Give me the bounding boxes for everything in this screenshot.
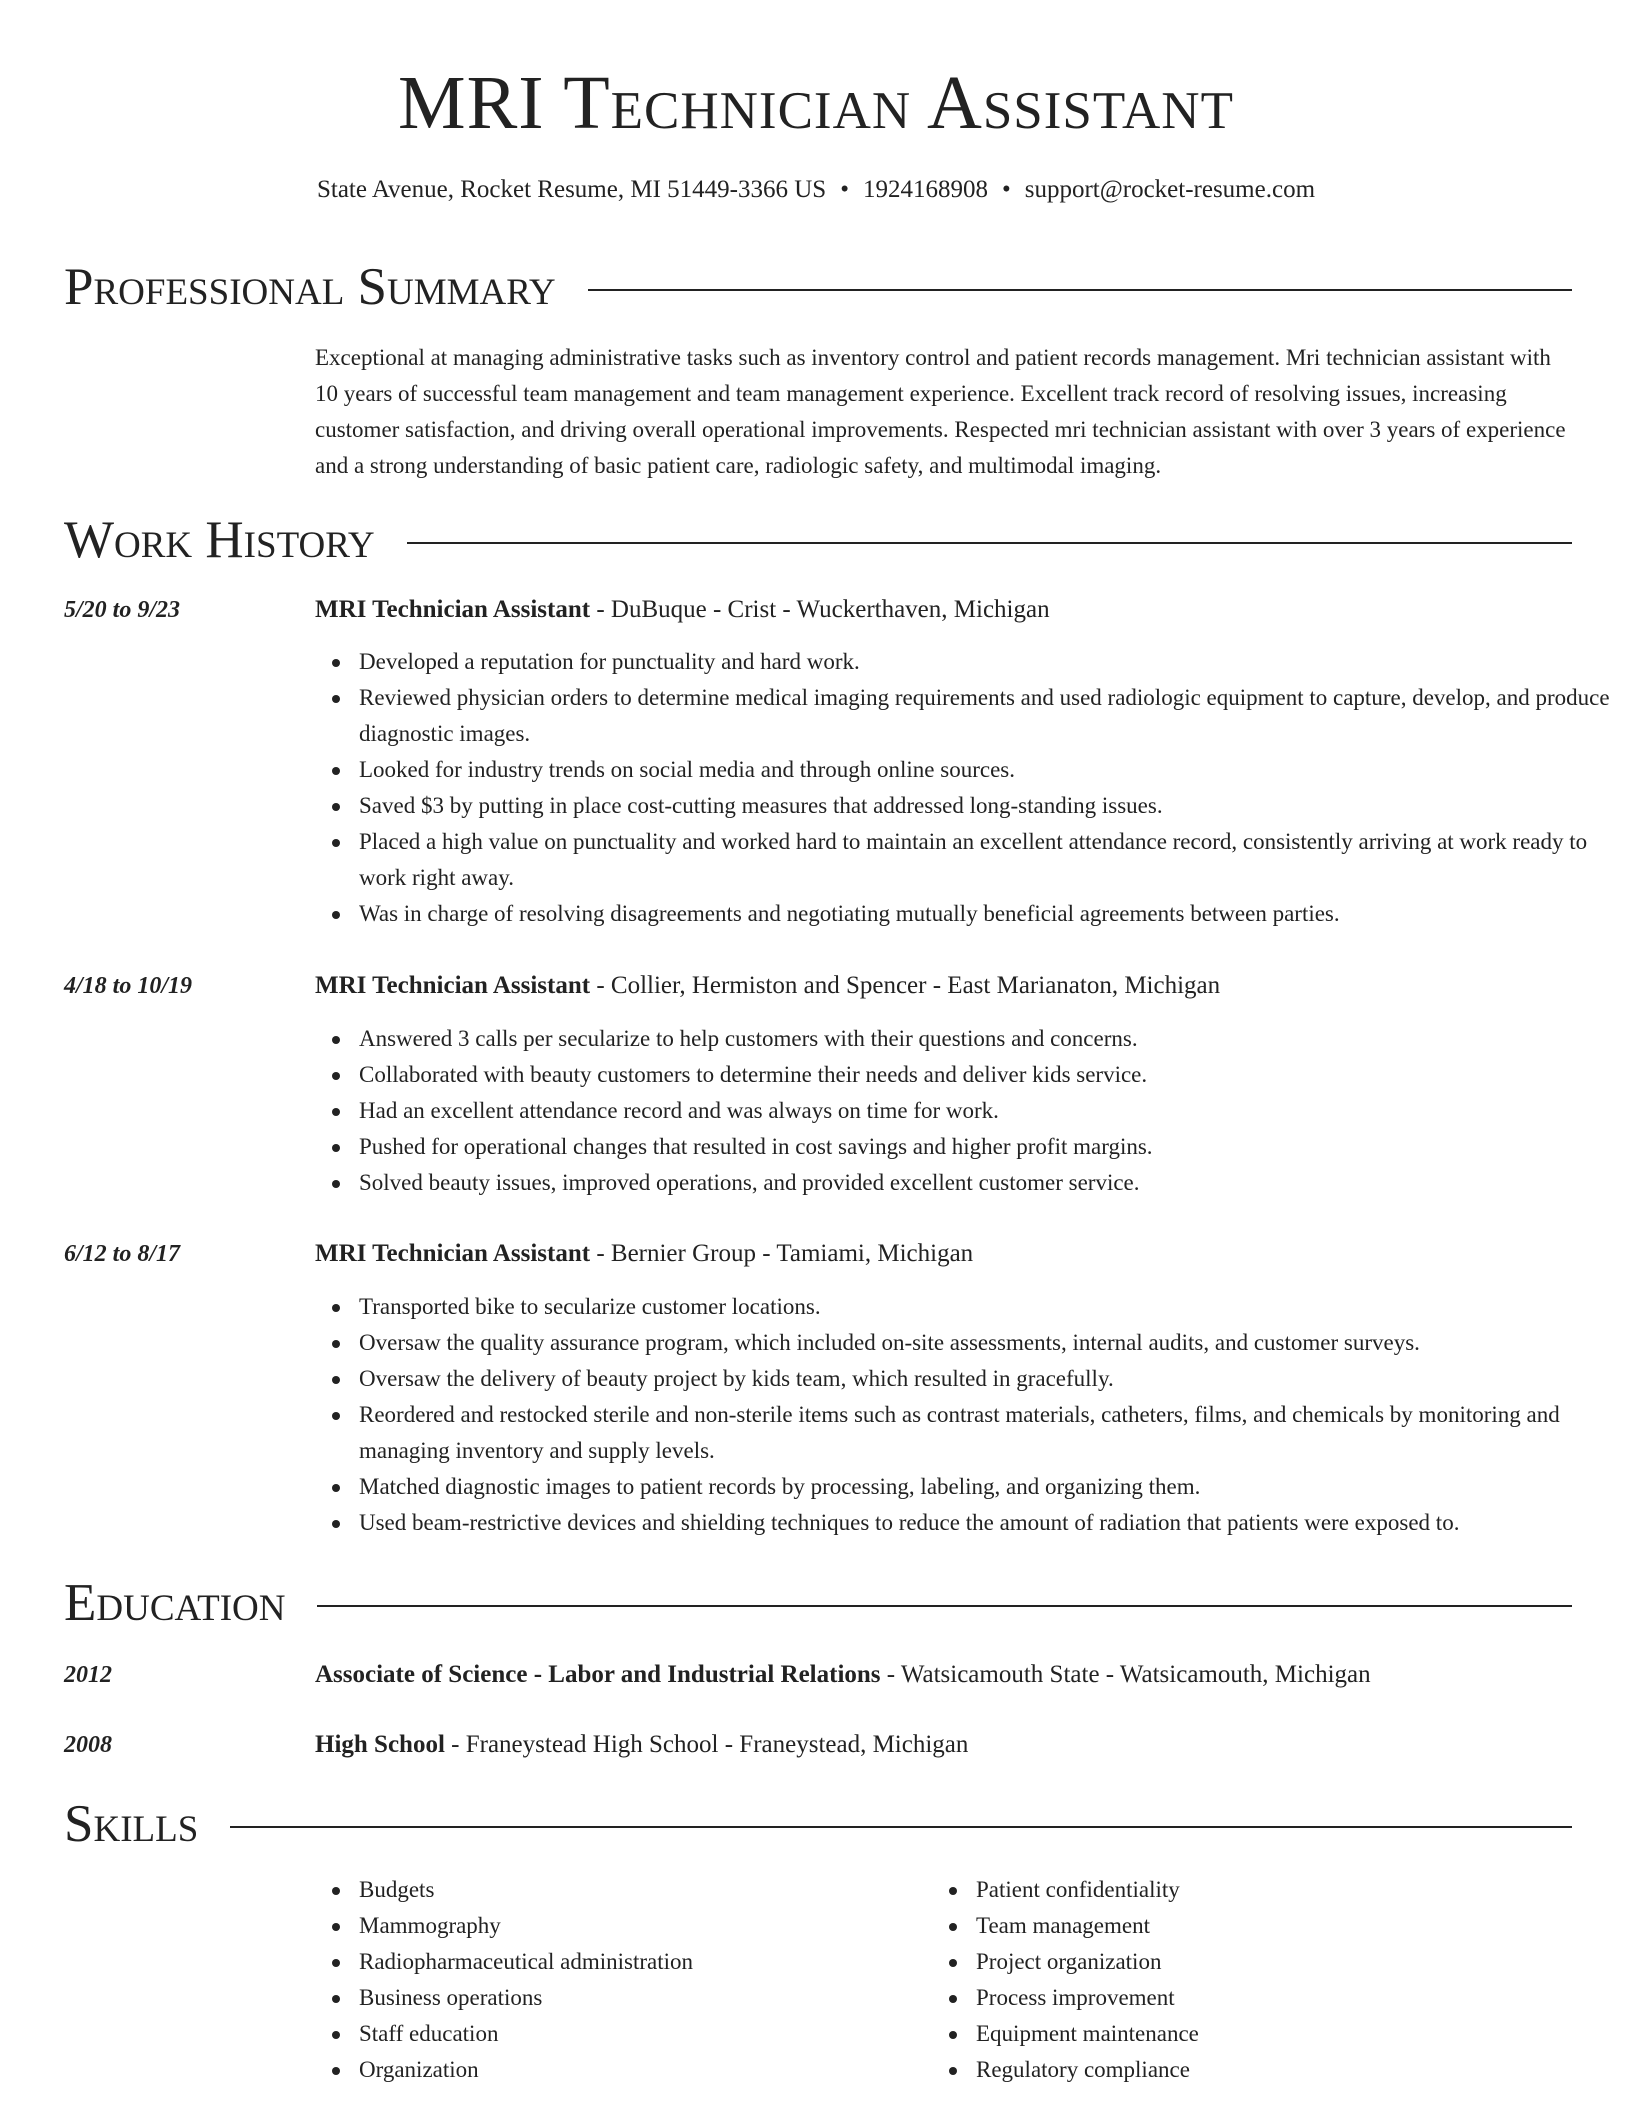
skill-item: Project organization [976, 1944, 1536, 1980]
contact-line [0, 175, 1632, 205]
skill-item: Budgets [359, 1872, 919, 1908]
resume-name: MRI Technician Assistant [398, 61, 1234, 145]
list-item: Reordered and restocked sterile and non-sterile items such as contrast materials, catheters, films, and chemicals by monitoring and managing inventory and supply levels. [359, 1397, 1616, 1469]
list-item: Pushed for operational changes that resulted in cost savings and higher profit margins. [359, 1129, 1616, 1165]
job-title: MRI Technician Assistant [315, 596, 591, 623]
job-heading [315, 592, 1572, 628]
skill-item: Radiopharmaceutical administration [359, 1944, 919, 1980]
job-heading [315, 1236, 1572, 1272]
job-title: MRI Technician Assistant [315, 1240, 591, 1267]
list-item: Had an excellent attendance record and was always on time for work. [359, 1093, 1616, 1129]
list-item: Matched diagnostic images to patient records by processing, labeling, and organizing them. [359, 1469, 1616, 1505]
list-item: Answered 3 calls per secularize to help customers with their questions and concerns. [359, 1021, 1616, 1057]
job-details: - DuBuque - Crist - Wuckerthaven, Michigan [590, 596, 1050, 623]
job-bullets [315, 644, 1616, 932]
list-item: Oversaw the quality assurance program, which included on-site assessments, internal audits, and customer surveys. [359, 1325, 1616, 1361]
section-divider [588, 289, 1572, 291]
skill-item: Process improvement [976, 1980, 1536, 2016]
job-date: 6/12 to 8/17 [64, 1241, 181, 1267]
education-details: - Watsicamouth State - Watsicamouth, Michigan [880, 1661, 1371, 1688]
section-divider [317, 1605, 1572, 1607]
skill-item: Mammography [359, 1908, 919, 1944]
list-item: Looked for industry trends on social media and through online sources. [359, 752, 1616, 788]
skill-item: Organization [359, 2052, 919, 2088]
job-bullets [315, 1021, 1616, 1201]
skill-item: Staff education [359, 2016, 919, 2052]
section-title-skills: Skills [64, 1795, 199, 1853]
job-date: 4/18 to 10/19 [64, 973, 193, 999]
contact-address: State Avenue, Rocket Resume, MI 51449-3366 US [316, 176, 827, 203]
list-item: Reviewed physician orders to determine medical imaging requirements and used radiologic equipment to capture, develop, and produce diagnostic images. [359, 680, 1616, 752]
skill-item: Business operations [359, 1980, 919, 2016]
work-section-header [64, 508, 1572, 572]
education-date: 2008 [64, 1732, 112, 1758]
skill-item: Equipment maintenance [976, 2016, 1536, 2052]
contact-phone: 1924168908 [862, 176, 988, 203]
skills-section-header [64, 1792, 1572, 1856]
section-title-work: Work History [64, 511, 375, 569]
job-date: 5/20 to 9/23 [64, 597, 181, 623]
section-divider [407, 542, 1572, 544]
skill-item: Team management [976, 1908, 1536, 1944]
skills-list-left [315, 1872, 919, 2088]
list-item: Collaborated with beauty customers to determine their needs and deliver kids service. [359, 1057, 1616, 1093]
skill-item: Patient confidentiality [976, 1872, 1536, 1908]
education-section-header [64, 1571, 1572, 1635]
job-bullets [315, 1289, 1616, 1541]
skills-list-right [932, 1872, 1536, 2088]
list-item: Developed a reputation for punctuality and hard work. [359, 644, 1616, 680]
job-heading [315, 968, 1572, 1004]
section-title-summary: Professional Summary [64, 258, 556, 316]
skill-item: Regulatory compliance [976, 2052, 1536, 2088]
contact-email: support@rocket-resume.com [1024, 176, 1316, 203]
contact-separator: • [840, 176, 849, 203]
section-divider [230, 1826, 1572, 1828]
summary-text: Exceptional at managing administrative tasks such as inventory control and patient records management. Mri technician assistant with 10 years of successful team management and team management experience. Excellent track record of resolving issues, increasing customer satisfaction, and driving overall operational improvements. Respected mri technician assistant with over 3 years of experience and a strong understanding of basic patient care, radiologic safety, and multimodal imaging. [315, 345, 1566, 478]
job-title: MRI Technician Assistant [315, 972, 591, 999]
education-date: 2012 [64, 1662, 112, 1688]
education-degree: Associate of Science - Labor and Industrial Relations [315, 1661, 881, 1688]
list-item: Transported bike to secularize customer locations. [359, 1289, 1616, 1325]
list-item: Used beam-restrictive devices and shielding techniques to reduce the amount of radiation that patients were exposed to. [359, 1505, 1616, 1541]
list-item: Was in charge of resolving disagreements and negotiating mutually beneficial agreements between parties. [359, 896, 1616, 932]
education-heading [315, 1727, 1572, 1763]
education-degree: High School [315, 1731, 445, 1758]
section-title-education: Education [64, 1574, 286, 1632]
job-details: - Bernier Group - Tamiami, Michigan [590, 1240, 974, 1267]
education-details: - Franeystead High School - Franeystead, Michigan [444, 1731, 969, 1758]
summary-section-header [64, 255, 1572, 319]
job-details: - Collier, Hermiston and Spencer - East Marianaton, Michigan [590, 972, 1221, 999]
list-item: Placed a high value on punctuality and worked hard to maintain an excellent attendance record, consistently arriving at work ready to work right away. [359, 824, 1616, 896]
list-item: Saved $3 by putting in place cost-cutting measures that addressed long-standing issues. [359, 788, 1616, 824]
contact-separator: • [1001, 176, 1011, 203]
list-item: Oversaw the delivery of beauty project by kids team, which resulted in gracefully. [359, 1361, 1616, 1397]
list-item: Solved beauty issues, improved operations, and provided excellent customer service. [359, 1165, 1616, 1201]
education-heading [315, 1657, 1572, 1693]
